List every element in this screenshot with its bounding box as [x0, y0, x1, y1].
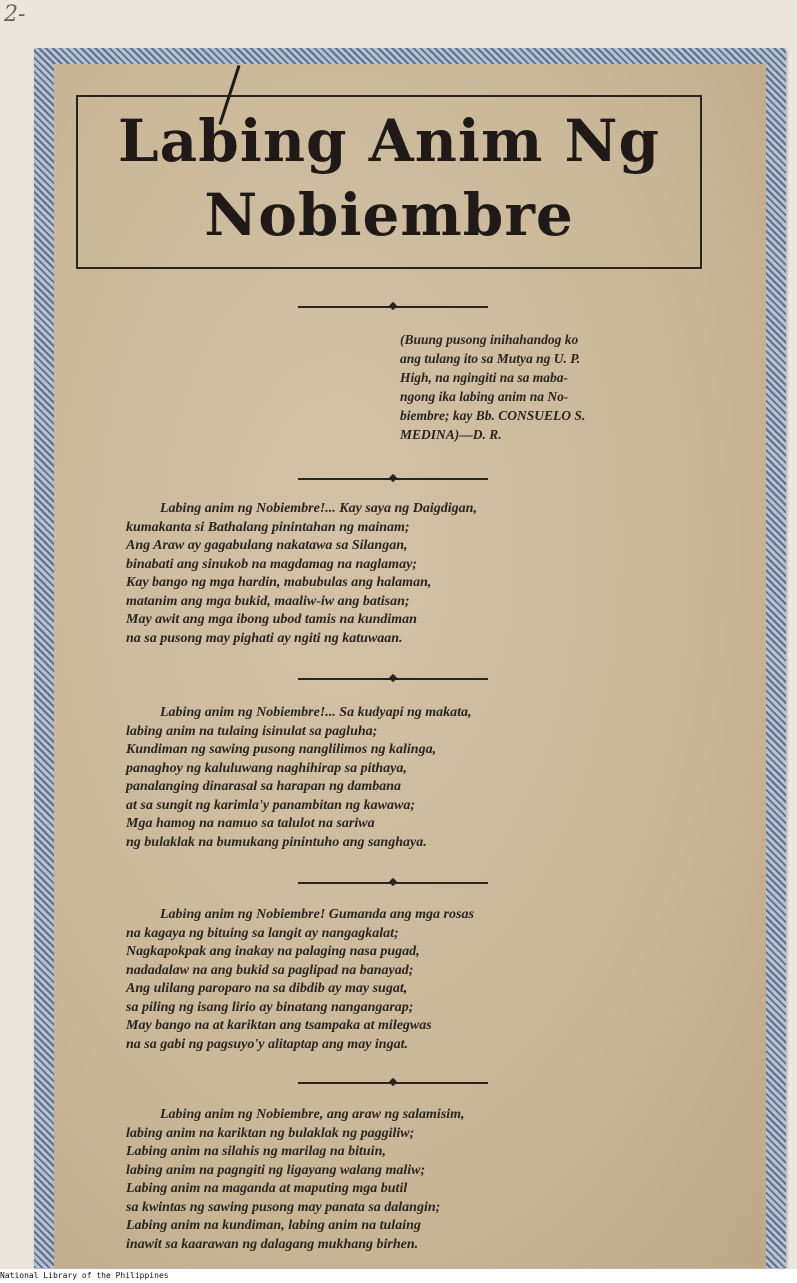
divider: [298, 478, 488, 480]
dedication-line: ngong ika labing anim na No-: [400, 389, 569, 404]
verse-line: Labing anim na kundiman, labing anim na tulaing: [126, 1218, 421, 1233]
verse-line: Ang Araw ay gagabulang nakatawa sa Silangan,: [126, 538, 408, 553]
verse-line: na kagaya ng bituing sa langit ay nangagkalat;: [126, 925, 399, 941]
verse-line: sa piling ng isang lirio ay binatang nangangarap;: [126, 999, 414, 1015]
verse-line: Labing anim ng Nobiembre!... Sa kudyapi ng makata,: [160, 705, 472, 720]
verse-line: nadadalaw na ang bukid sa paglipad na banayad;: [126, 962, 414, 978]
title-line-2: Nobiembre: [204, 181, 574, 249]
verse-line: na sa pusong may pighati ay ngiti ng katuwaan.: [126, 630, 403, 646]
stanza-2: [126, 704, 706, 852]
verse-line: inawit sa kaarawan ng dalagang mukhang birhen.: [126, 1236, 419, 1252]
verse-line: at sa sungit ng karimla'y panambitan ng kawawa;: [126, 797, 416, 813]
verse-line: Labing anim ng Nobiembre! Gumanda ang mga rosas: [160, 907, 474, 922]
verse-line: Mga hamog na namuo sa talulot na sariwa: [126, 816, 375, 831]
divider: [298, 678, 488, 680]
footer-credit: National Library of the Philippines: [0, 1269, 797, 1283]
verse-line: binabati ang sinukob na magdamag na naglamay;: [126, 556, 417, 572]
verse-line: ng bulaklak na bumukang pinintuho ang sanghaya.: [126, 834, 427, 850]
divider: [298, 306, 488, 308]
dedication-line: High, na ngingiti na sa maba-: [400, 370, 569, 385]
verse-line: May bango na at kariktan ang tsampaka at milegwas: [126, 1018, 432, 1033]
verse-line: kumakanta si Bathalang pinintahan ng mainam;: [126, 519, 410, 535]
divider: [298, 1082, 488, 1084]
verse-line: Labing anim ng Nobiembre, ang araw ng salamisim,: [160, 1107, 465, 1122]
dedication-line: (Buung pusong inihahandog ko: [400, 332, 579, 347]
verse-line: May awit ang mga ibong ubod tamis na kundiman: [126, 612, 417, 627]
verse-line: Nagkapokpak ang inakay na palaging nasa pugad,: [126, 944, 420, 959]
dedication-line: biembre; kay Bb. CONSUELO S.: [400, 408, 586, 423]
page-number-mark: 2-: [4, 2, 26, 27]
verse-line: Labing anim ng Nobiembre!... Kay saya ng Daigdigan,: [160, 501, 477, 516]
title-line-1: Labing Anim Ng: [117, 107, 661, 175]
verse-line: sa kwintas ng sawing pusong may panata sa dalangin;: [126, 1199, 441, 1215]
verse-line: Ang ulilang paroparo na sa dibdib ay may sugat,: [126, 981, 408, 996]
verse-line: Labing anim na silahis ng marilag na bituin,: [126, 1144, 386, 1159]
divider: [298, 882, 488, 884]
verse-line: panaghoy ng kaluluwang naghihirap sa pithaya,: [126, 760, 407, 776]
verse-line: labing anim na tulaing isinulat sa pagluha;: [126, 723, 378, 739]
stanza-1: [126, 500, 706, 648]
verse-line: Kundiman ng sawing pusong nanglilimos ng kalinga,: [126, 742, 437, 757]
stanza-3: [126, 906, 706, 1054]
dedication-line: ang tulang ito sa Mutya ng U. P.: [400, 351, 581, 366]
verse-line: Labing anim na maganda at maputing mga butil: [126, 1181, 408, 1196]
title-box: [76, 95, 702, 269]
verse-line: na sa gabi ng pagsuyo'y alitaptap ang may ingat.: [126, 1036, 408, 1052]
verse-line: panalanging dinarasal sa harapan ng dambana: [126, 779, 402, 794]
verse-line: Kay bango ng mga hardin, mabubulas ang halaman,: [126, 575, 432, 590]
dedication: [400, 330, 710, 444]
verse-line: labing anim na pagngiti ng ligayang walang maliw;: [126, 1162, 426, 1178]
stanza-4: [126, 1106, 706, 1254]
verse-line: labing anim na kariktan ng bulaklak ng paggiliw;: [126, 1125, 415, 1141]
dedication-line: MEDINA)—D. R.: [400, 427, 502, 442]
verse-line: matanim ang mga bukid, maaliw-iw ang batisan;: [126, 593, 410, 609]
